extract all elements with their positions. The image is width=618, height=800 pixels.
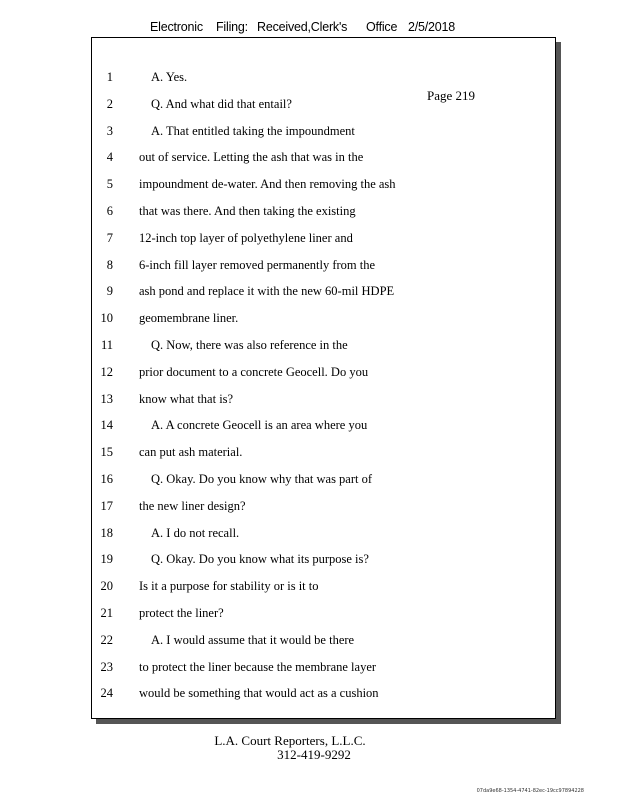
line-text: 12-inch top layer of polyethylene liner and <box>139 230 353 245</box>
footer-phone: 312-419-9292 <box>277 747 351 762</box>
transcript-line <box>91 97 556 124</box>
transcript-line <box>91 526 556 553</box>
line-text: know what that is? <box>139 391 234 406</box>
line-text: geomembrane liner. <box>139 311 239 326</box>
transcript-line <box>91 150 556 177</box>
line-number: 12 <box>100 364 113 379</box>
line-number: 19 <box>100 552 113 567</box>
line-number: 13 <box>100 391 113 406</box>
transcript-line <box>91 552 556 579</box>
line-text: protect the liner? <box>139 606 224 620</box>
line-number: 8 <box>106 257 113 272</box>
transcript-line <box>91 606 556 633</box>
line-number: 17 <box>100 498 113 513</box>
line-text: Is it a purpose for stability or is it to <box>139 579 319 594</box>
transcript-line <box>91 365 556 392</box>
line-text: A. Yes. <box>151 70 188 84</box>
header-electronic: Electronic <box>150 20 203 34</box>
line-number: 2 <box>106 96 113 111</box>
line-number: 11 <box>100 338 113 352</box>
line-number: 20 <box>100 579 113 594</box>
header-date: 2/5/2018 <box>408 20 456 34</box>
line-text: prior document to a concrete Geocell. Do you <box>139 364 369 379</box>
line-text: Q. Okay. Do you know what its purpose is? <box>151 552 369 567</box>
line-text: would be something that would act as a cushion <box>139 686 379 701</box>
footer-company: L.A. Court Reporters, L.L.C. <box>214 733 366 748</box>
transcript-line <box>91 311 556 338</box>
page-number: Page 219 <box>426 88 475 103</box>
transcript-line <box>91 499 556 526</box>
transcript-line <box>91 472 556 499</box>
header-received: Received,Clerk's <box>257 20 348 34</box>
line-number: 7 <box>106 230 113 245</box>
line-number: 9 <box>106 284 113 299</box>
transcript-line <box>91 445 556 472</box>
transcript-line <box>91 284 556 311</box>
line-number: 3 <box>106 123 113 138</box>
line-number: 6 <box>106 204 113 218</box>
line-number: 1 <box>106 70 113 84</box>
line-text: ash pond and replace it with the new 60-mil HDPE <box>139 284 395 299</box>
line-text: out of service. Letting the ash that was in the <box>139 150 364 165</box>
line-number: 21 <box>100 606 113 620</box>
line-text: A. That entitled taking the impoundment <box>151 123 355 138</box>
header-office: Office <box>366 20 398 34</box>
transcript-line <box>91 124 556 151</box>
line-text: to protect the liner because the membrane layer <box>139 659 377 674</box>
line-text: A. I would assume that it would be there <box>151 632 355 647</box>
line-text: A. A concrete Geocell is an area where you <box>151 418 368 433</box>
transcript-line <box>91 660 556 687</box>
line-text: Q. And what did that entail? <box>151 96 292 111</box>
line-number: 5 <box>106 177 113 192</box>
transcript-line <box>91 70 556 97</box>
line-number: 4 <box>106 150 113 165</box>
line-number: 18 <box>100 525 113 540</box>
transcript-line <box>91 338 556 365</box>
header-filing: Filing: <box>216 20 248 34</box>
line-text: 6-inch fill layer removed permanently from the <box>139 257 376 272</box>
transcript-line <box>91 686 556 713</box>
line-number: 24 <box>100 686 113 701</box>
transcript-line <box>91 579 556 606</box>
line-number: 22 <box>100 632 113 647</box>
line-text: can put ash material. <box>139 445 243 460</box>
transcript-line <box>91 633 556 660</box>
transcript-line <box>91 392 556 419</box>
transcript-line <box>91 418 556 445</box>
line-text: impoundment de-water. And then removing the ash <box>139 177 396 192</box>
line-number: 14 <box>100 418 113 433</box>
transcript-line <box>91 177 556 204</box>
transcript-line <box>91 204 556 231</box>
line-number: 23 <box>100 659 113 674</box>
line-text: Q. Okay. Do you know why that was part of <box>151 472 373 486</box>
line-number: 15 <box>100 445 113 460</box>
line-text: that was there. And then taking the existing <box>139 204 356 218</box>
transcript-line <box>91 231 556 258</box>
line-text: Q. Now, there was also reference in the <box>151 338 348 352</box>
document-id: 07da9e68-1354-4741-82ec-19cc97894228 <box>476 788 584 794</box>
line-text: the new liner design? <box>139 498 246 513</box>
line-number: 10 <box>100 311 113 326</box>
line-number: 16 <box>100 472 113 486</box>
line-text: A. I do not recall. <box>151 525 240 540</box>
transcript-line <box>91 258 556 285</box>
